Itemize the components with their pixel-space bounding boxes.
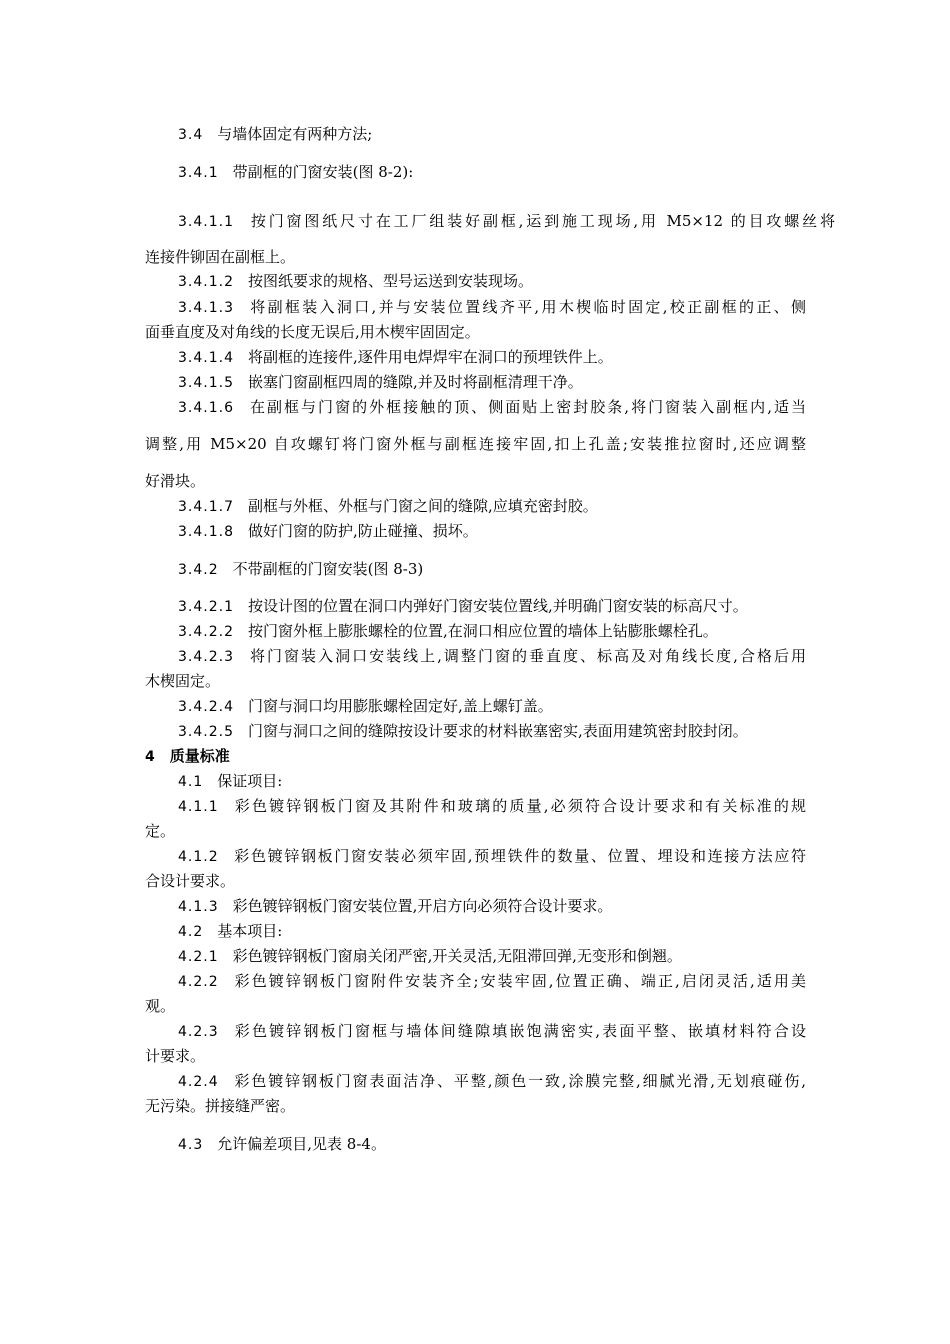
section-3-4: 3.4 与墙体固定有两种方法;	[178, 125, 373, 143]
section-4-1-3: 4.1.3 彩色镀锌钢板门窗安装位置,开启方向必须符合设计要求。	[178, 897, 613, 915]
section-3-4-2: 3.4.2 不带副框的门窗安装(图 8-3)	[178, 560, 424, 578]
section-4-3: 4.3 允许偏差项目,见表 8-4。	[178, 1135, 386, 1153]
section-3-4-1: 3.4.1 带副框的门窗安装(图 8-2):	[178, 163, 414, 181]
section-3-4-2-4: 3.4.2.4 门窗与洞口均用膨胀螺栓固定好,盖上螺钉盖。	[178, 697, 553, 715]
section-4-2-2-line2: 观。	[145, 997, 176, 1015]
section-4-2-4-line2: 无污染。拼接缝严密。	[145, 1097, 296, 1115]
section-3-4-2-5: 3.4.2.5 门窗与洞口之间的缝隙按设计要求的材料嵌塞密实,表面用建筑密封胶封闭。	[178, 722, 748, 740]
section-4-2-3-line2: 计要求。	[145, 1047, 206, 1065]
section-3-4-1-1-line2: 连接件铆固在副框上。	[145, 248, 296, 266]
section-3-4-1-6-line1: 3.4.1.6 在副框与门窗的外框接触的顶、侧面贴上密封胶条,将门窗装入副框内,适当	[178, 398, 806, 416]
section-4-1-1-line1: 4.1.1 彩色镀锌钢板门窗及其附件和玻璃的质量,必须符合设计要求和有关标准的规	[178, 797, 806, 815]
section-3-4-1-7: 3.4.1.7 副框与外框、外框与门窗之间的缝隙,应填充密封胶。	[178, 497, 598, 515]
section-3-4-2-2: 3.4.2.2 按门窗外框上膨胀螺栓的位置,在洞口相应位置的墙体上钻膨胀螺栓孔。	[178, 622, 718, 640]
section-3-4-1-3-line2: 面垂直度及对角线的长度无误后,用木楔牢固固定。	[145, 323, 480, 341]
section-3-4-1-5: 3.4.1.5 嵌塞门窗副框四周的缝隙,并及时将副框清理干净。	[178, 373, 583, 391]
section-3-4-1-6-line2: 调整,用 M5×20 自攻螺钉将门窗外框与副框连接牢固,扣上孔盖;安装推拉窗时,还应调整	[145, 435, 806, 453]
section-3-4-2-3-line1: 3.4.2.3 将门窗装入洞口安装线上,调整门窗的垂直度、标高及对角线长度,合格后用	[178, 647, 806, 665]
section-4-heading: 4 质量标准	[145, 747, 230, 765]
section-3-4-2-1: 3.4.2.1 按设计图的位置在洞口内弹好门窗安装位置线,并明确门窗安装的标高尺寸。	[178, 597, 748, 615]
section-4-1-2-line1: 4.1.2 彩色镀锌钢板门窗安装必须牢固,预埋铁件的数量、位置、埋设和连接方法应符	[178, 847, 806, 865]
section-4-1-1-line2: 定。	[145, 822, 176, 840]
section-3-4-2-3-line2: 木楔固定。	[145, 672, 221, 690]
section-3-4-1-8: 3.4.1.8 做好门窗的防护,防止碰撞、损坏。	[178, 522, 478, 540]
section-3-4-1-1-line1: 3.4.1.1 按门窗图纸尺寸在工厂组装好副框,运到施工现场,用 M5×12 的目攻螺丝将	[178, 212, 835, 230]
section-3-4-1-4: 3.4.1.4 将副框的连接件,逐件用电焊焊牢在洞口的预埋铁件上。	[178, 348, 613, 366]
section-4-2-4-line1: 4.2.4 彩色镀锌钢板门窗表面洁净、平整,颜色一致,涂膜完整,细腻光滑,无划痕碰伤,	[178, 1072, 806, 1090]
section-4-1-2-line2: 合设计要求。	[145, 872, 236, 890]
section-4-2: 4.2 基本项目:	[178, 922, 283, 940]
section-4-2-2-line1: 4.2.2 彩色镀锌钢板门窗附件安装齐全;安装牢固,位置正确、端正,启闭灵活,适用美	[178, 972, 806, 990]
section-3-4-1-6-line3: 好滑块。	[145, 472, 206, 490]
section-3-4-1-3-line1: 3.4.1.3 将副框装入洞口,并与安装位置线齐平,用木楔临时固定,校正副框的正、侧	[178, 298, 806, 316]
section-4-2-3-line1: 4.2.3 彩色镀锌钢板门窗框与墙体间缝隙填嵌饱满密实,表面平整、嵌填材料符合设	[178, 1022, 806, 1040]
section-4-2-1: 4.2.1 彩色镀锌钢板门窗扇关闭严密,开关灵活,无阻滞回弹,无变形和倒翘。	[178, 947, 682, 965]
section-3-4-1-2: 3.4.1.2 按图纸要求的规格、型号运送到安装现场。	[178, 272, 533, 290]
section-4-1: 4.1 保证项目:	[178, 772, 283, 790]
